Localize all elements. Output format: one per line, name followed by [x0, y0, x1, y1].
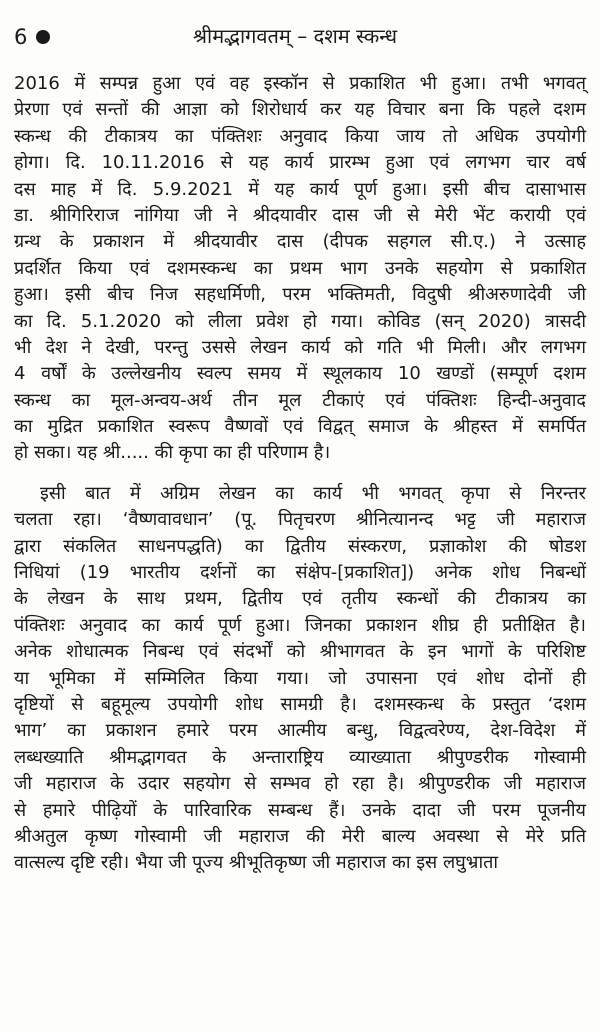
text-line: द्वारा संकलित साधनपद्धति) का द्वितीय संस्करण, प्रज्ञाकोश की षोडश — [14, 535, 586, 557]
text-line: हो सका। यह श्री..... की कृपा का ही परिणाम है। — [14, 442, 331, 464]
paragraph-gap — [0, 467, 600, 481]
text-line: 2016 में सम्पन्न हुआ एवं वह इस्कॉन से प्रकाशित भी हुआ। तभी भगवत् — [14, 73, 586, 94]
text-line: के लेखन के साथ प्रथम, द्वितीय एवं तृतीय स्कन्धों की टीकात्रय का — [14, 588, 586, 610]
text-line: स्कन्ध का मूल-अन्वय-अर्थ तीन मूल टीकाएं एवं पंक्तिशः हिन्दी-अनुवाद — [14, 389, 586, 411]
text-line: लब्धख्याति श्रीमद्भागवत के अन्ताराष्ट्रिय व्याख्याता श्रीपुण्डरीक गोस्वामी — [14, 746, 586, 768]
text-line: स्कन्ध की टीकात्रय का पंक्तिशः अनुवाद किया जाय तो अधिक उपयोगी — [14, 125, 586, 147]
running-title: श्रीमद्भागवतम् – दशम स्कन्ध — [192, 24, 398, 48]
text-line: प्रदर्शित किया एवं दशमस्कन्ध का प्रथम भाग उनके सहयोग से प्रकाशित — [14, 257, 586, 279]
text-line: ग्रन्थ के प्रकाशन में श्रीदयावीर दास (दीपक सहगल सी.ए.) ने उत्साह — [14, 231, 586, 253]
text-line: पंक्तिशः अनुवाद का कार्य पूर्ण हुआ। जिनका प्रकाशन शीघ्र ही प्रतीक्षित है। — [14, 614, 586, 636]
text-line: श्रीअतुल कृष्ण गोस्वामी जी महाराज की मेरी बाल्य अवस्था से मेरे प्रति — [14, 825, 586, 847]
text-line: हुआ। इसी बीच निज सहधर्मिणी, परम भक्तिमती, विदुषी श्रीअरुणादेवी जी — [14, 284, 586, 306]
page-number: 6 — [14, 25, 28, 49]
text-line: इसी बात में अग्रिम लेखन का कार्य भी भगवत् कृपा से निरन्तर — [40, 482, 586, 504]
text-line: अनेक शोधात्मक निबन्ध एवं संदर्भों को श्रीभागवत के इन भागों के परिशिष्ट — [14, 641, 586, 663]
text-line: चलता रहा। ‘वैष्णवावधान’ (पू. पितृचरण श्रीनित्यानन्द भट्ट जी महाराज — [14, 509, 586, 531]
text-line: डा. श्रीगिरिराज नांगिया जी ने श्रीदयावीर दास जी से मेरी भेंट करायी एवं — [14, 204, 586, 226]
body-text — [0, 71, 600, 877]
text-line: भी देश ने देखी, परन्तु उससे लेखन कार्य को गति भी मिली। और लगभग — [14, 336, 586, 358]
text-line: प्रेरणा एवं सन्तों की आज्ञा को शिरोधार्य कर यह विचार बना कि पहले दशम — [14, 99, 586, 121]
text-line: भाग’ का प्रकाशन हमारे परम आत्मीय बन्धु, विद्वत्वरेण्य, देश-विदेश में — [14, 720, 586, 742]
paragraph-2 — [0, 481, 600, 877]
page-header — [0, 18, 600, 54]
text-line: दस माह में दि. 5.9.2021 में यह कार्य पूर्ण हुआ। इसी बीच दासाभास — [14, 178, 586, 200]
text-line: से हमारे पीढ़ियों के पारिवारिक सम्बन्ध हैं। उनके दादा जी परम पूजनीय — [14, 799, 586, 821]
text-line: होगा। दि. 10.11.2016 से यह कार्य प्रारम्भ हुआ एवं लगभग चार वर्ष — [14, 152, 586, 174]
text-line: का मुद्रित प्रकाशित स्वरूप वैष्णवों एवं विद्वत् समाज के श्रीहस्त में समर्पित — [14, 416, 586, 438]
text-line: निधियां (19 भारतीय दर्शनों का संक्षेप-[प्रकाशित]) अनेक शोध निबन्धों — [14, 562, 586, 584]
text-line: दृष्टियों से बहूमूल्य उपयोगी शोध सामग्री है। दशमस्कन्ध के प्रस्तुत ‘दशम — [14, 693, 586, 715]
text-line: 4 वर्षों के उल्लेखनीय स्वल्प समय में स्थूलकाय 10 खण्डों (सम्पूर्ण दशम — [14, 363, 586, 385]
paragraph-1 — [0, 71, 600, 467]
bullet-dot-icon — [36, 30, 50, 44]
text-line: या भूमिका में सम्मिलित किया गया। जो उपासना एवं शोध दोनों ही — [14, 667, 586, 689]
text-line: का दि. 5.1.2020 को लीला प्रवेश हो गया। कोविड (सन् 2020) त्रासदी — [14, 310, 586, 332]
text-line: वात्सल्य दृष्टि रही। भैया जी पूज्य श्रीभूतिकृष्ण जी महाराज का इस लघुभ्राता — [14, 852, 499, 874]
text-line: जी महाराज के उदार सहयोग से सम्भव हो रहा है। श्रीपुण्डरीक जी महाराज — [14, 773, 586, 795]
